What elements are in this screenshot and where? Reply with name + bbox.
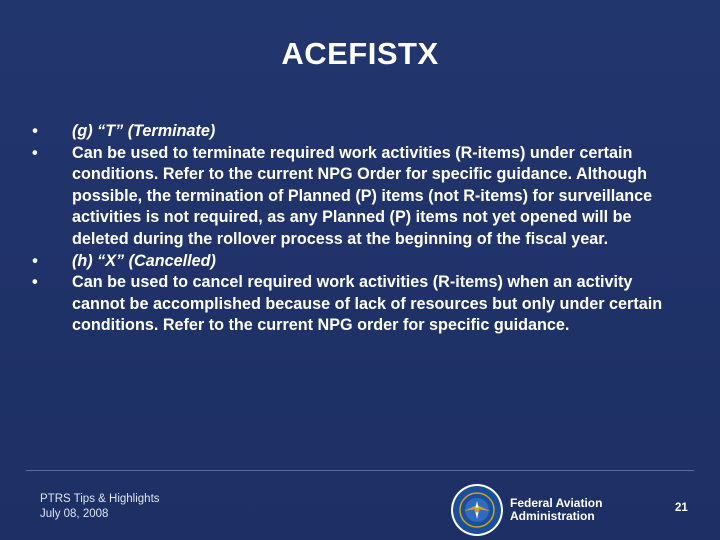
bullet-item bbox=[30, 272, 670, 337]
bullet-icon: • bbox=[32, 251, 38, 270]
faa-seal-icon bbox=[450, 483, 504, 537]
footer-divider bbox=[26, 470, 694, 471]
bullet-text: (h) “X” (Cancelled) bbox=[72, 251, 216, 270]
bullet-list bbox=[30, 121, 670, 337]
bullet-item bbox=[30, 251, 670, 273]
org-name-line2: Administration bbox=[510, 508, 595, 523]
org-name bbox=[510, 497, 602, 522]
bullet-icon: • bbox=[32, 122, 38, 140]
footer-title: PTRS Tips & Highlights bbox=[40, 493, 160, 505]
bullet-text: Can be used to terminate required work activities (R-items) under certain conditions. Refer to the current NPG Order for specific guidance. Although possible, the termination of Planned (P) items (not R-items) for surveillance activities is not required, as any Planned (P) items not yet opened will be deleted during the rollover process at the beginning of the fiscal year. bbox=[72, 143, 653, 248]
bullet-icon: • bbox=[32, 143, 38, 162]
bullet-text: (g) “T” (Terminate) bbox=[72, 122, 216, 140]
bullet-item bbox=[30, 121, 670, 143]
slide-title: ACEFISTX bbox=[281, 36, 439, 71]
bullet-icon: • bbox=[32, 273, 38, 292]
bullet-item bbox=[30, 143, 670, 251]
bullet-text: Can be used to cancel required work activities (R-items) when an activity cannot be accomplished because of lack of resources but only under certain conditions. Refer to the current NPG order for specific guidance. bbox=[72, 273, 663, 335]
page-number: 21 bbox=[675, 502, 688, 514]
footer-info bbox=[40, 492, 160, 522]
footer-date: July 08, 2008 bbox=[40, 508, 109, 520]
org-name-line1: Federal Aviation bbox=[510, 496, 603, 510]
